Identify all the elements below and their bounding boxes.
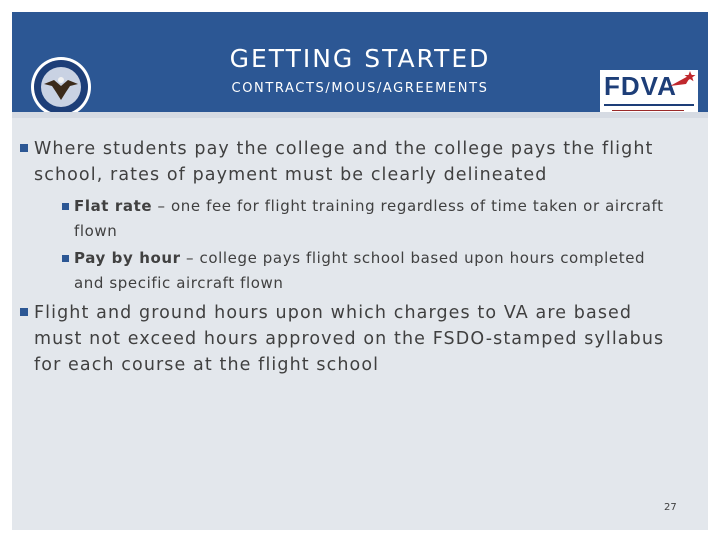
fdva-logo bbox=[600, 70, 698, 116]
sub-bullet-item bbox=[74, 246, 674, 296]
sub-bullet-item bbox=[74, 194, 674, 244]
bullet-square-icon bbox=[20, 308, 28, 316]
bullet-term: Flat rate bbox=[74, 197, 153, 215]
bullet-text: Flight and ground hours upon which charges to VA are based must not exceed hours approved on the FSDO-stamped syllabus for each course at the flight school bbox=[34, 303, 665, 375]
page-number: 27 bbox=[664, 502, 677, 513]
slide bbox=[12, 12, 708, 530]
slide-subtitle: CONTRACTS/MOUS/AGREEMENTS bbox=[231, 81, 489, 96]
bullet-text: – one fee for flight training regardless of time taken or aircraft flown bbox=[74, 197, 664, 240]
bullet-square-icon bbox=[20, 144, 28, 152]
bullet-text: Where students pay the college and the college pays the flight school, rates of payment must be clearly delineated bbox=[34, 139, 654, 185]
bullet-term: Pay by hour bbox=[74, 249, 181, 267]
slide-title: GETTING STARTED bbox=[229, 44, 491, 73]
bullet-square-icon bbox=[62, 255, 69, 262]
bullet-item bbox=[34, 300, 674, 378]
logo-rule-accent bbox=[612, 110, 684, 111]
bullet-text: – college pays flight school based upon hours completed and specific aircraft flown bbox=[74, 249, 646, 292]
header-band bbox=[12, 12, 708, 112]
logo-star-icon bbox=[670, 70, 696, 92]
fdva-logo-text: FDVA bbox=[604, 71, 677, 101]
logo-rule bbox=[604, 104, 694, 106]
bullet-square-icon bbox=[62, 203, 69, 210]
header-divider bbox=[12, 112, 708, 118]
bullet-item bbox=[34, 136, 674, 188]
